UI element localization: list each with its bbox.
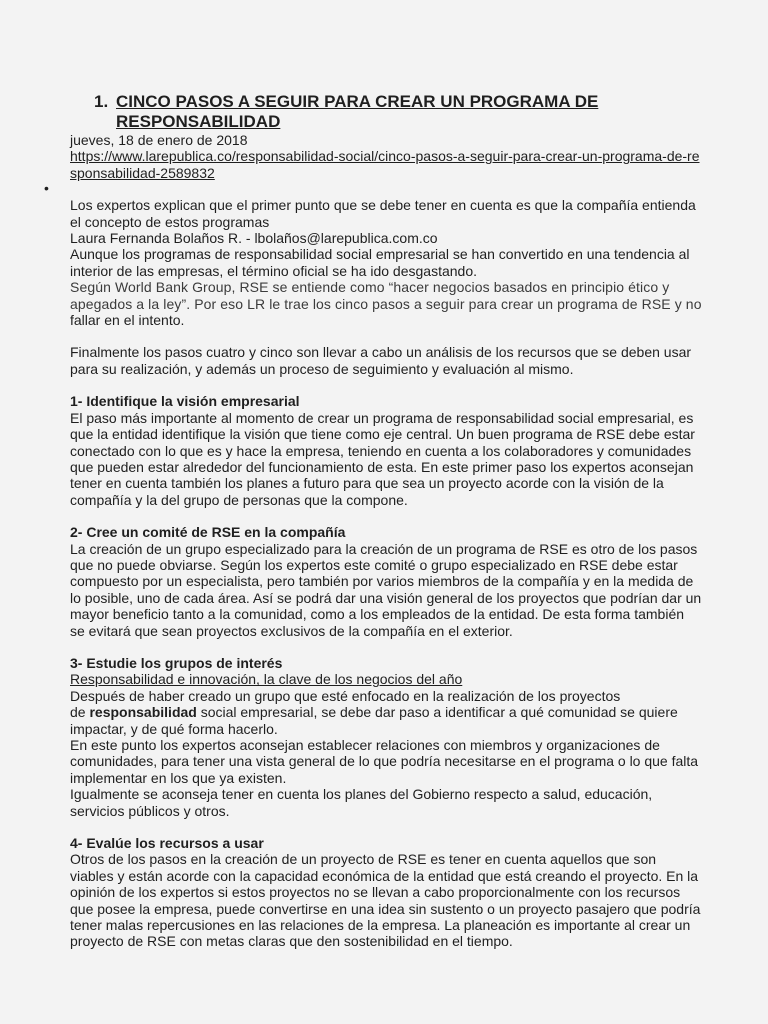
bullet-marker: •: [44, 180, 49, 196]
intro-paragraph-4: Finalmente los pasos cuatro y cinco son llevar a cabo un análisis de los recursos que se deben usar para su realización, y además un proceso de seguimiento y evaluación al mismo.: [70, 344, 692, 377]
section-3-text-b: [70, 704, 702, 737]
section-3-text-c: En este punto los expertos aconsejan establecer relaciones con miembros y organizaciones de comunidades, para tener una vista general de lo que podría necesitarse en el programa o lo que falta implementar en los que ya existen.: [70, 737, 699, 786]
article-date: jueves, 18 de enero de 2018: [70, 132, 248, 148]
section-1-text: El paso más importante al momento de crear un programa de responsabilidad social empresarial, es que la entidad identifique la visión que tiene como eje central. Un buen programa de RSE debe estar conectado con lo que es y hace la empresa, teniendo en cuenta a los colaboradores y comunidades que pueden estar alrededor del funcionamiento de esta. En este primer paso los expertos aconsejan tener en cuenta también los planes a futuro para que sea un proyecto acorde con la visión de la compañía y la del grupo de personas que la compone.: [70, 409, 695, 508]
section-3-text-d: Igualmente se aconseja tener en cuenta los planes del Gobierno respecto a salud, educación, servicios públicos y otros.: [70, 786, 653, 819]
intro-paragraph-3: Según World Bank Group, RSE se entiende como “hacer negocios basados en principio ético y apegados a la ley”. Por eso LR le trae los cinco pasos a seguir para crear un programa de RSE y no: [70, 279, 702, 312]
section-4-title: 4- Evalúe los recursos a usar: [70, 835, 264, 852]
article-url-link[interactable]: https://www.larepublica.co/responsabilidad-social/cinco-pasos-a-seguir-para-crear-un-programa-de-responsabilidad-2589832: [70, 148, 700, 181]
section-3-related-link[interactable]: Responsabilidad e innovación, la clave de los negocios del año: [70, 671, 463, 688]
section-3-text-a: Después de haber creado un grupo que esté enfocado en la realización de los proyectos: [70, 687, 621, 704]
article-body: [70, 132, 702, 950]
intro-paragraph-3-end: fallar en el intento.: [70, 312, 185, 329]
section-1-title: 1- Identifique la visión empresarial: [70, 393, 300, 410]
section-2-title: 2- Cree un comité de RSE en la compañía: [70, 524, 346, 541]
heading-title: CINCO PASOS A SEGUIR PARA CREAR UN PROGRAMA DE RESPONSABILIDAD: [116, 92, 599, 131]
heading-number: 1.: [94, 92, 109, 111]
author-line: Laura Fernanda Bolaños R. - lbolaños@larepublica.com.co: [70, 230, 438, 247]
document-heading: [94, 92, 654, 132]
intro-paragraph: Los expertos explican que el primer punto que se debe tener en cuenta es que la compañía entienda el concepto de estos programas: [70, 197, 696, 230]
section-4-text: Otros de los pasos en la creación de un proyecto de RSE es tener en cuenta aquellos que son viables y están acorde con la capacidad económica de la entidad que está creando el proyecto. En la opinión de los expertos si estos proyectos no se llevan a cabo proporcionalmente con los recursos que posee la empresa, puede convertirse en una idea sin sustento o un proyecto pasajero que podría tener malas repercusiones en las relaciones de la empresa. La planeación es importante al crear un proyecto de RSE con metas claras que den sostenibilidad en el tiempo.: [70, 851, 701, 950]
section-2-text: La creación de un grupo especializado para la creación de un programa de RSE es otro de los pasos que no puede obviarse. Según los expertos este comité o grupo especializado en RSE debe estar compuesto por un especialista, pero también por varios miembros de la compañía y en la medida de lo posible, uno de cada área. Así se podrá dar una visión general de los proyectos que podrían dar un mayor beneficio tanto a la comunidad, como a los empleados de la entidad. De esta forma también se evitará que sean proyectos exclusivos de la compañía en el exterior.: [70, 540, 702, 639]
section-3-text-b-prefix: de: [70, 704, 90, 721]
section-3-title: 3- Estudie los grupos de interés: [70, 654, 283, 671]
section-3-text-b-rest: social empresarial, se debe dar paso a identificar a qué comunidad se quiere impactar, y de qué forma hacerlo.: [70, 704, 678, 737]
intro-paragraph-2: Aunque los programas de responsabilidad social empresarial se han convertido en una tendencia al interior de las empresas, el término oficial se ha ido desgastando.: [70, 246, 690, 279]
section-3-keyword: responsabilidad: [89, 704, 197, 721]
